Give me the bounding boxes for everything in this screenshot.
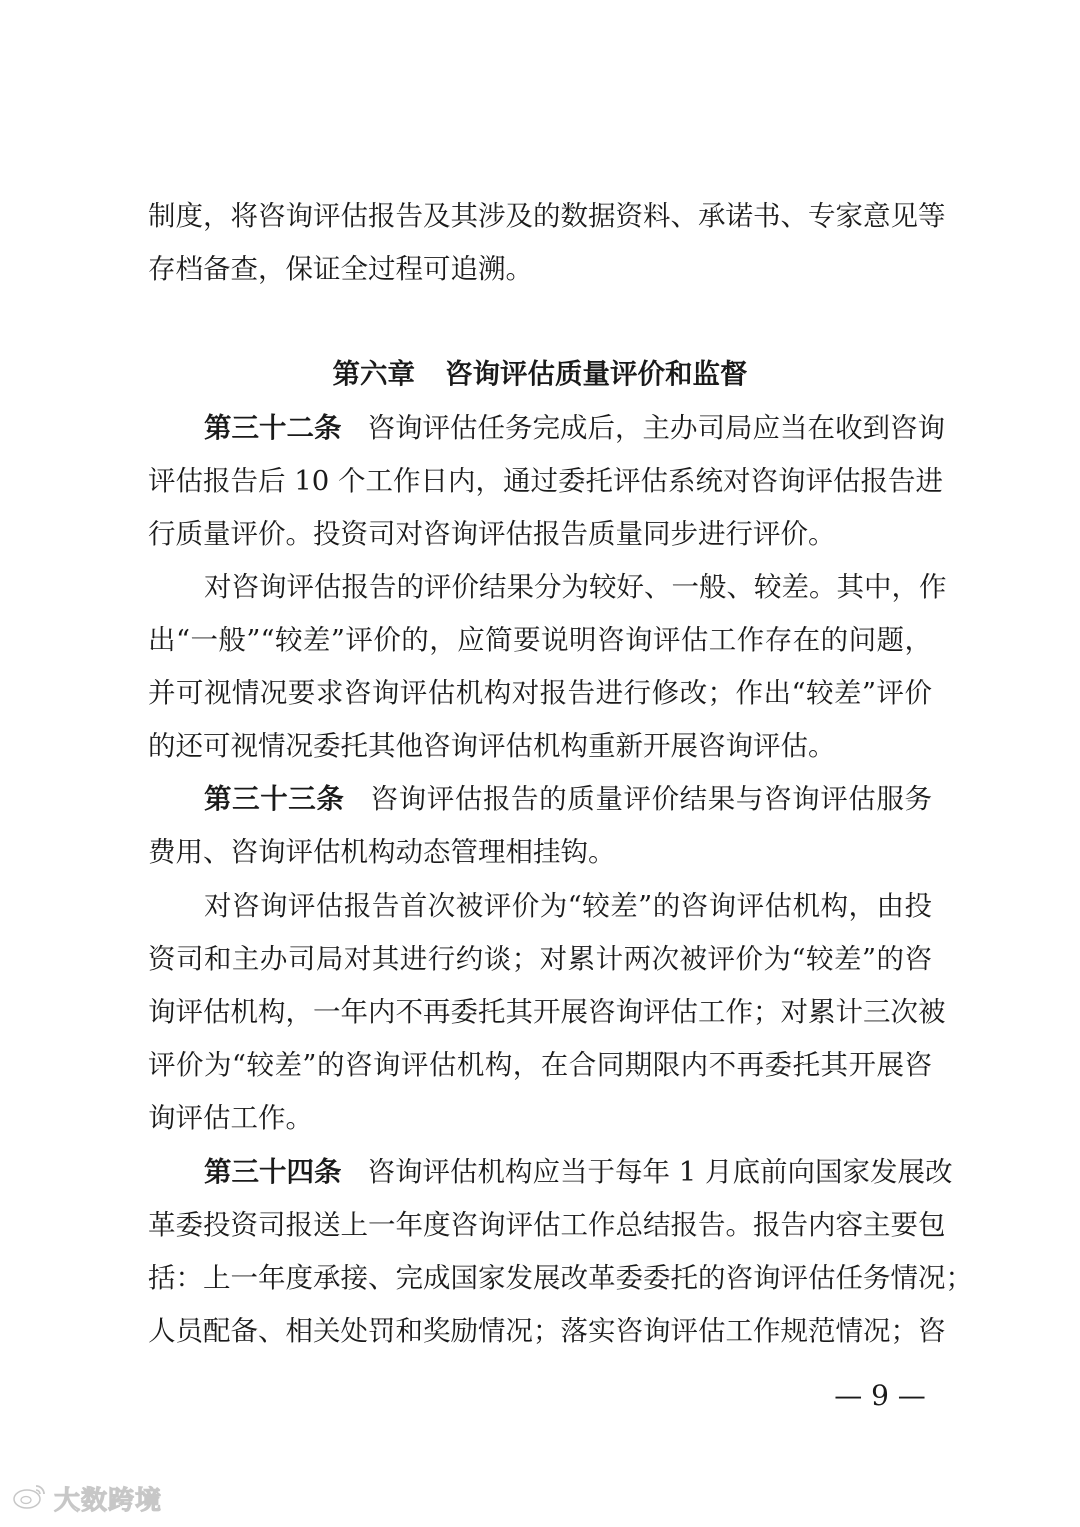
text-line: 的还可视情况委托其他咨询评估机构重新开展咨询评估。: [148, 730, 836, 762]
text-line: 对咨询评估报告首次被评价为“较差”的咨询评估机构，由投: [204, 890, 932, 922]
text-line: 询评估机构，一年内不再委托其开展咨询评估工作；对累计三次被: [148, 996, 946, 1028]
article-text: 咨询评估机构应当于每年 1 月底前向国家发展改: [367, 1156, 953, 1188]
text-line: 并可视情况要求咨询评估机构对报告进行修改；作出“较差”评价: [148, 677, 932, 709]
watermark: [12, 1478, 162, 1518]
text-line: 出“一般”“较差”评价的，应简要说明咨询评估工作存在的问题，: [148, 624, 932, 656]
article-label: 第三十二条: [204, 412, 342, 444]
chapter-number: 第六章: [332, 358, 415, 390]
watermark-text: 大数跨境: [54, 1485, 163, 1516]
weibo-logo-icon: [12, 1481, 48, 1515]
article-text: 咨询评估任务完成后，主办司局应当在收到咨询: [367, 412, 945, 444]
article-first-line: [204, 779, 932, 819]
chapter-heading: [0, 354, 1080, 394]
text-line: 括：上一年度承接、完成国家发展改革委委托的咨询评估任务情况；: [148, 1262, 973, 1294]
article-label: 第三十三条: [204, 783, 345, 815]
text-line: 存档备查，保证全过程可追溯。: [148, 253, 533, 285]
chapter-title: 咨询评估质量评价和监督: [445, 358, 748, 390]
text-line: 行质量评价。投资司对咨询评估报告质量同步进行评价。: [148, 518, 836, 550]
text-line: 人员配备、相关处罚和奖励情况；落实咨询评估工作规范情况；咨: [148, 1315, 946, 1347]
text-line: 询评估工作。: [148, 1102, 313, 1134]
text-line: 革委投资司报送上一年度咨询评估工作总结报告。报告内容主要包: [148, 1209, 946, 1241]
text-line: 评估报告后 10 个工作日内，通过委托评估系统对咨询评估报告进: [148, 465, 943, 497]
article-first-line: [204, 1152, 953, 1192]
article-label: 第三十四条: [204, 1156, 342, 1188]
text-line: 对咨询评估报告的评价结果分为较好、一般、较差。其中，作: [204, 571, 947, 603]
article-first-line: [204, 408, 945, 448]
page-number: — 9 —: [834, 1379, 926, 1412]
text-line: 费用、咨询评估机构动态管理相挂钩。: [148, 836, 616, 868]
text-line: 资司和主办司局对其进行约谈；对累计两次被评价为“较差”的咨: [148, 943, 932, 975]
article-text: 咨询评估报告的质量评价结果与咨询评估服务: [370, 783, 933, 815]
text-line: 评价为“较差”的咨询评估机构，在合同期限内不再委托其开展咨: [148, 1049, 932, 1081]
text-line: 制度，将咨询评估报告及其涉及的数据资料、承诺书、专家意见等: [148, 200, 946, 232]
